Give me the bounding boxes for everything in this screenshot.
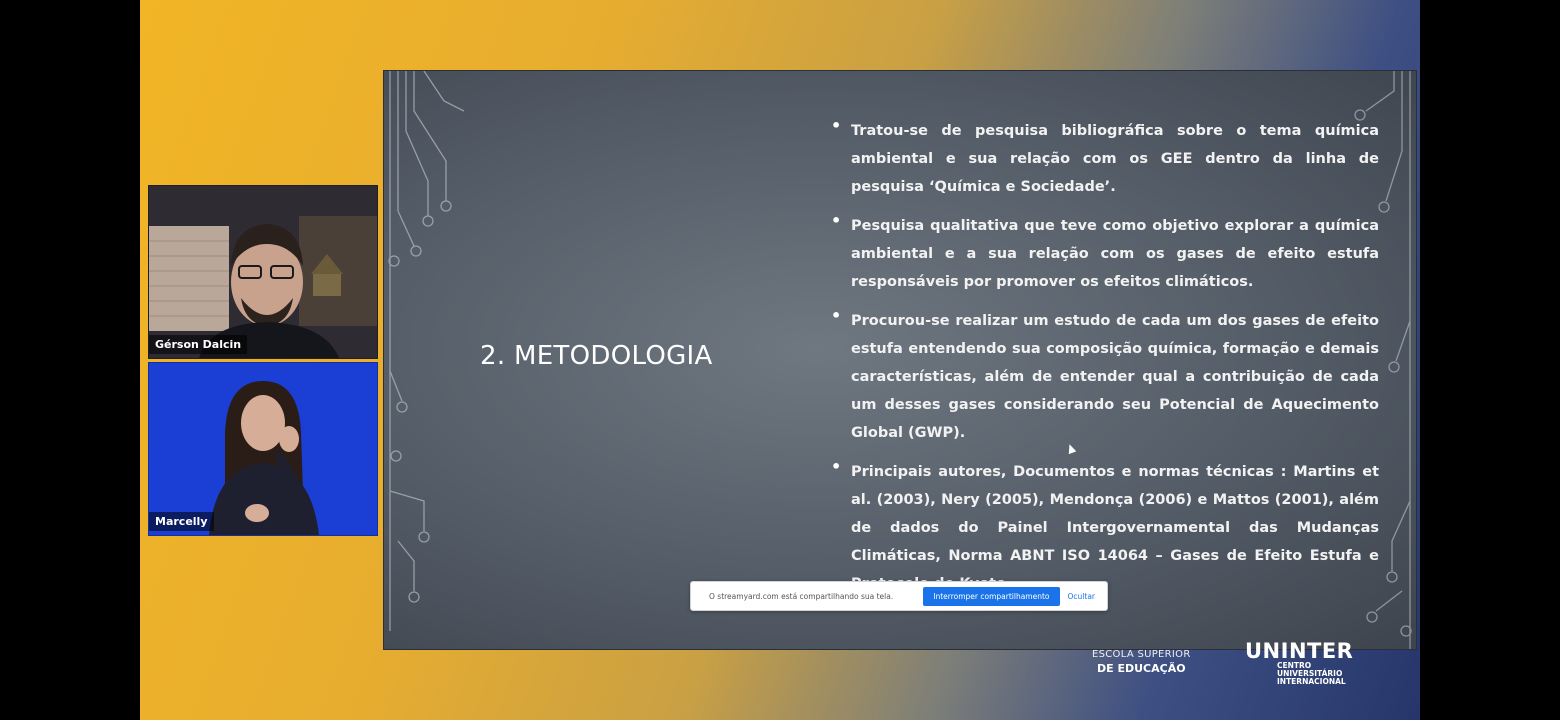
participant-name-marcelly: Marcelly (149, 512, 214, 531)
circuit-decoration-left (384, 71, 464, 649)
slide-bullet: • Tratou-se de pesquisa bibliográfica sobre o tema química ambiental e sua relação com os GEE dentro da linha de pesquisa ‘Química e Sociedade’. (829, 117, 1379, 201)
participant-tile-marcelly[interactable] (148, 362, 378, 536)
uninter-logo-sub3: INTERNACIONAL (1277, 677, 1346, 686)
share-notification-text: O streamyard.com está compartilhando sua tela. (709, 591, 894, 601)
escola-logo-line1: ESCOLA SUPERIOR (1092, 649, 1191, 660)
slide-bullet-list (829, 117, 1379, 609)
escola-superior-logo (1092, 648, 1191, 676)
slide-title: 2. METODOLOGIA (480, 341, 713, 371)
escola-logo-line2: DE EDUCAÇÃO (1097, 662, 1186, 675)
stop-sharing-button[interactable]: Interromper compartilhamento (923, 587, 1059, 606)
shared-screen-slide (383, 70, 1417, 650)
slide-bullet: • Principais autores, Documentos e normas técnicas : Martins et al. (2003), Nery (2005), Mendonça (2006) e Mattos (2001), além de dados do Painel Intergovernamental das Mudanças Climáticas, Norma ABNT ISO 14064 – Gases de Efeito Estufa e (829, 458, 1379, 598)
participant-tile-gerson[interactable] (148, 185, 378, 359)
participant-name-gerson: Gérson Dalcin (149, 335, 247, 354)
camera-feed-marcelly (149, 363, 377, 535)
broadcast-stage (140, 0, 1420, 720)
uninter-logo-sub1: CENTRO (1277, 661, 1312, 670)
slide-bullet: • Procurou-se realizar um estudo de cada um dos gases de efeito estufa entendendo sua composição química, formação e demais características, além de entender qual a contribuição de cada um desses gases considerando seu Potencial de Aquecimento Global (GWP). (829, 307, 1379, 447)
screen-share-notification-bar (690, 581, 1108, 611)
uninter-logo (1245, 640, 1353, 686)
uninter-logo-sub2: UNIVERSITÁRIO (1277, 669, 1343, 678)
hide-notification-button[interactable]: Ocultar (1067, 591, 1095, 601)
slide-bullet: • Pesquisa qualitativa que teve como objetivo explorar a química ambiental e a sua relação com os gases de efeito estufa responsáveis por promover os efeitos climáticos. (829, 212, 1379, 296)
camera-feed-gerson (149, 186, 377, 358)
uninter-logo-word: UNINTER (1245, 639, 1354, 663)
